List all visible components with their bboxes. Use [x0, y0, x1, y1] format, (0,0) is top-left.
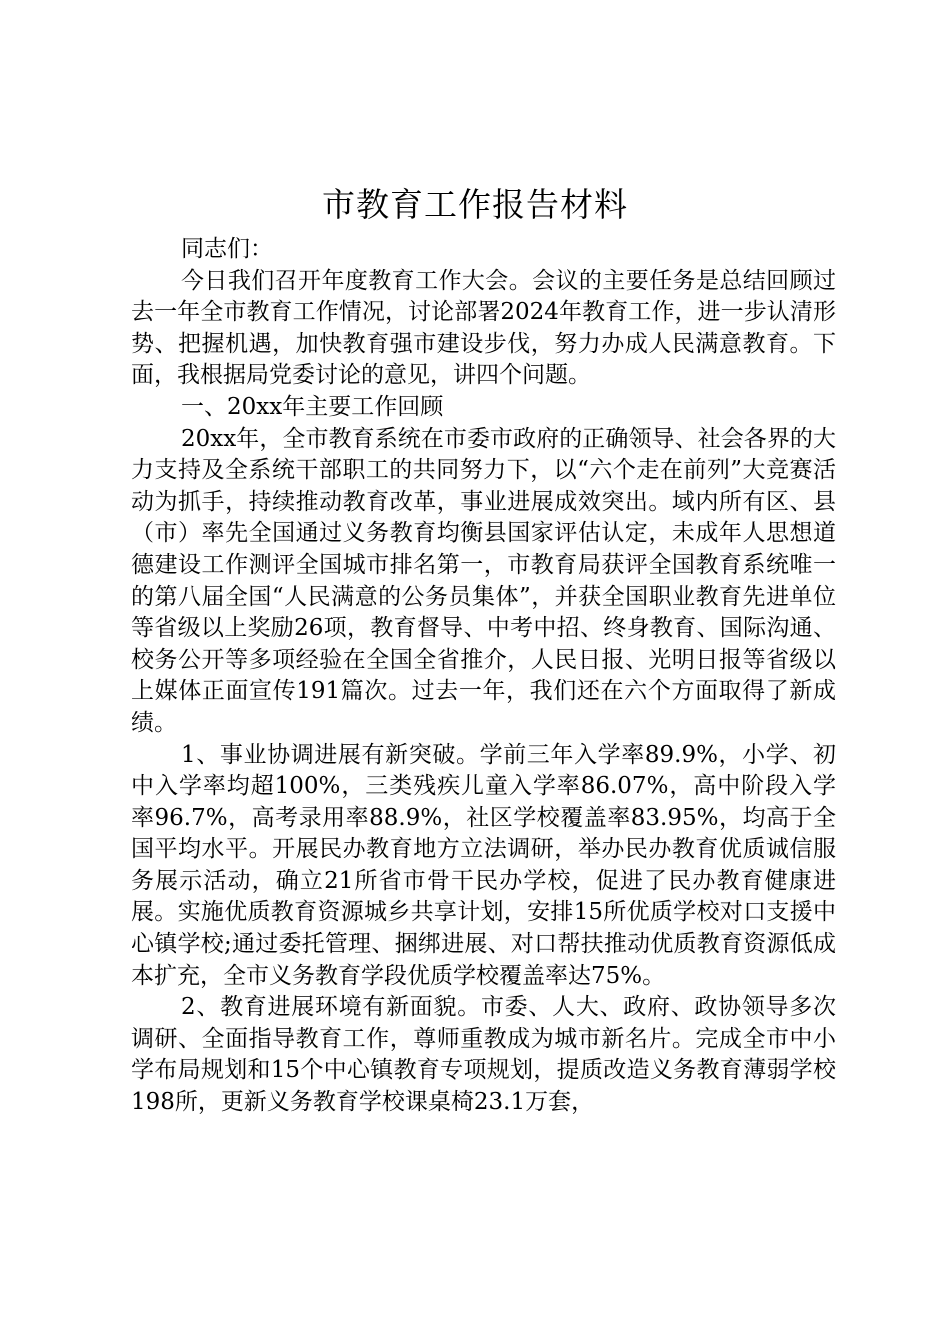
- review-paragraph: 20xx年，全市教育系统在市委市政府的正确领导、社会各界的大力支持及全系统干部职工的共同努力下，以“六个走在前列”大竞赛活动为抓手，持续推动教育改革，事业进展成效突出。域内所有区、县（市）率先全国通过义务教育均衡县国家评估认定，未成年人思想道德建设工作测评全国城市排名第一，市教育局获评全国教育系统唯一的第八届全国“人民满意的公务员集体”，并获全国职业教育先进单位等省级以上奖励26项，教育督导、中考中招、终身教育、国际沟通、校务公开等多项经验在全国全省推介，人民日报、光明日报等省级以上媒体正面宣传191篇次。过去一年，我们还在六个方面取得了新成绩。: [131, 425, 836, 736]
- achievement-paragraph-1: 1、事业协调进展有新突破。学前三年入学率89.9%，小学、初中入学率均超100%，三类残疾儿童入学率86.07%，高中阶段入学率96.7%，高考录用率88.9%，社区学校覆盖率83.95%，均高于全国平均水平。开展民办教育地方立法调研，举办民办教育优质诚信服务展示活动，确立21所省市骨干民办学校，促进了民办教育健康进展。实施优质教育资源城乡共享计划，安排15所优质学校对口支援中心镇学校;通过委托管理、捆绑进展、对口帮扶推动优质教育资源低成本扩充，全市义务教育学段优质学校覆盖率达75%。: [131, 741, 836, 989]
- achievement-paragraph-2: 2、教育进展环境有新面貌。市委、人大、政府、政协领导多次调研、全面指导教育工作，尊师重教成为城市新名片。完成全市中小学布局规划和15个中心镇教育专项规划，提质改造义务教育薄弱学校198所，更新义务教育学校课桌椅23.1万套，: [131, 994, 836, 1116]
- section-heading: 一、20xx年主要工作回顾: [181, 393, 444, 420]
- intro-paragraph: 今日我们召开年度教育工作大会。会议的主要任务是总结回顾过去一年全市教育工作情况，讨论部署2024年教育工作，进一步认清形势、把握机遇，加快教育强市建设步伐，努力办成人民满意教育。下面，我根据局党委讨论的意见，讲四个问题。: [131, 267, 836, 389]
- document-title: 市教育工作报告材料: [322, 185, 628, 224]
- document-body: [131, 234, 836, 1119]
- salutation: 同志们：: [181, 236, 273, 262]
